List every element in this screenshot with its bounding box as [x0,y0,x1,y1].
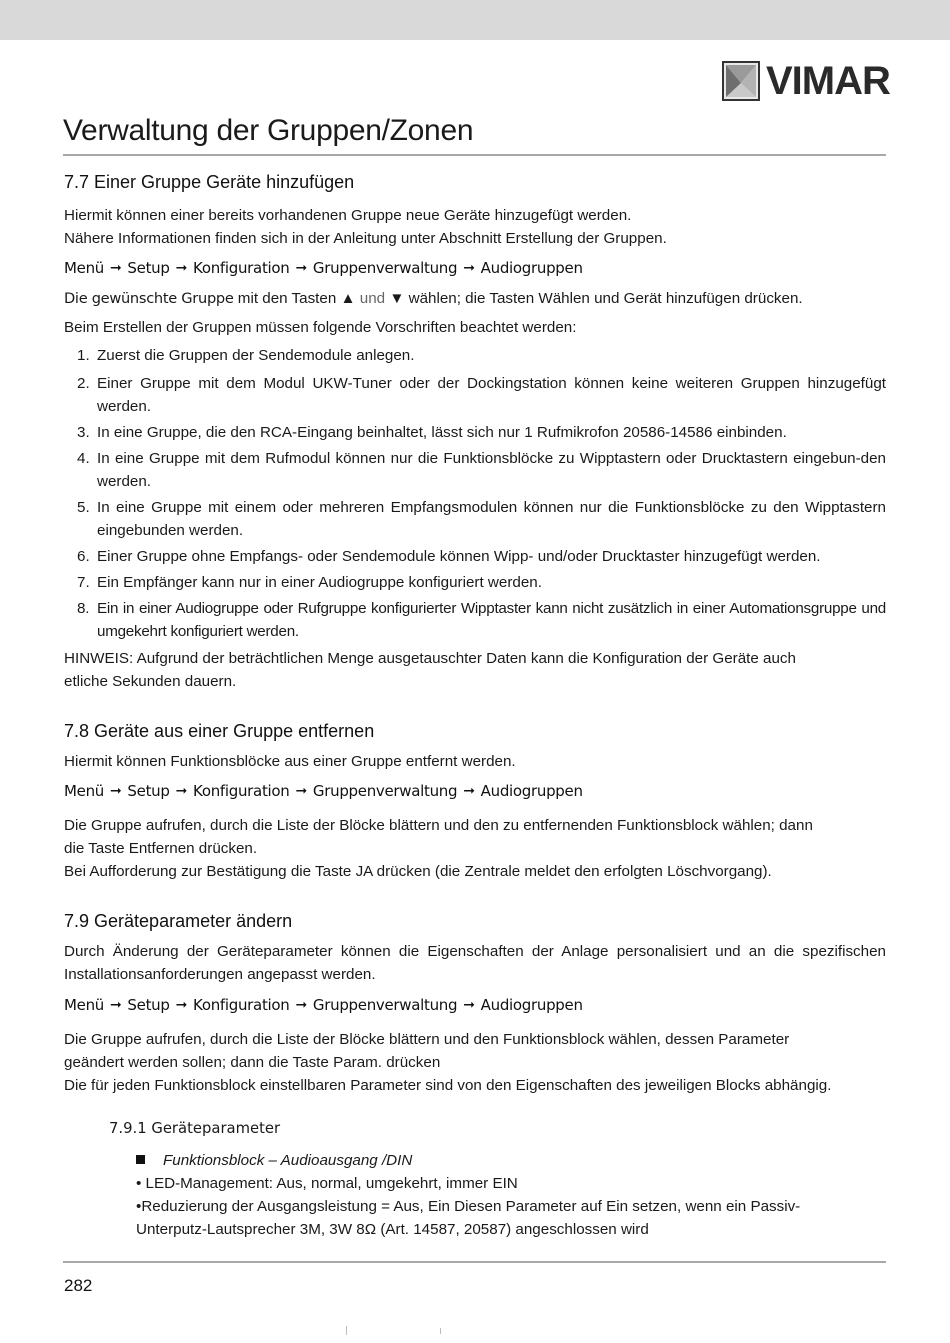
up-arrow-icon: ▲ [340,290,356,307]
select-text-a: mit den Tasten [233,290,341,307]
s77-rules-intro: Beim Erstellen der Gruppen müssen folgende Vorschriften beachtet werden: [64,319,577,336]
arrow-right-icon: ➞ [463,997,475,1013]
nav-path-1 [64,256,886,280]
reduction-line-2: Unterputz-Lautsprecher 3M, 3W 8Ω (Art. 14587, 20587) angeschlossen wird [136,1221,649,1238]
led-management-line: • LED-Management: Aus, normal, umgekehrt, immer EIN [136,1175,518,1192]
page-title: Verwaltung der Gruppen/Zonen [63,114,474,147]
footer-rule [63,1261,886,1263]
list-item: 1. Zuerst die Gruppen der Sendemodule anlegen. [77,347,415,364]
list-item: 3. In eine Gruppe, die den RCA-Eingang beinhaltet, lässt sich nur 1 Rufmikrofon 20586-14586 einbinden. [77,424,787,441]
s77-note-line-2: etliche Sekunden dauern. [64,673,237,690]
s79-line-1: Die Gruppe aufrufen, durch die Liste der Blöcke blättern und den Funktionsblock wählen, dessen Parameter [64,1031,790,1048]
section-7-9-heading: 7.9 Geräteparameter ändern [64,911,293,931]
reduction-line-1: •Reduzierung der Ausgangsleistung = Aus, Ein Diesen Parameter auf Ein setzen, wenn ein Passiv- [136,1198,801,1215]
arrow-right-icon: ➞ [463,783,475,799]
arrow-right-icon: ➞ [175,997,188,1013]
arrow-right-icon: ➞ [175,783,188,799]
brand-name: VIMAR [766,59,890,103]
s77-intro-line-2: Nähere Informationen finden sich in der Anleitung unter Abschnitt Erstellung der Gruppen. [64,230,667,247]
s78-line-1: Die Gruppe aufrufen, durch die Liste der Blöcke blättern und den zu entfernenden Funktionsblock wählen; dann [64,817,813,834]
nav-gruppenverwaltung: Gruppenverwaltung [312,996,458,1014]
nav-setup: Setup [127,259,170,277]
list-item: 8. Ein in einer Audiogruppe oder Rufgruppe konfigurierter Wipptaster kann nicht zusätzlich in einer Automationsgruppe und umgekehrt konfiguriert werden. [77,600,886,640]
list-item: 5. In eine Gruppe mit einem oder mehreren Empfangsmodulen können nur die Funktionsblöcke zu den Wipptastern eingebunden werden. [77,499,886,539]
nav-setup: Setup [127,996,170,1014]
section-7-8-heading: 7.8 Geräte aus einer Gruppe entfernen [64,721,375,741]
square-bullet-icon [136,1155,145,1164]
select-text-b: wählen; die Tasten Wählen und Gerät hinzufügen drücken. [404,290,803,307]
crop-mark [440,1328,441,1334]
rules-list [64,344,886,643]
s79-line-2: geändert werden sollen; dann die Taste Param. drücken [64,1054,441,1071]
s79-line-3: Die für jeden Funktionsblock einstellbaren Parameter sind von den Eigenschaften des jeweiligen Blocks abhängig. [64,1077,832,1094]
arrow-right-icon: ➞ [109,997,122,1013]
vimar-logo-mark-icon [722,61,760,101]
s77-note-line-1: HINWEIS: Aufgrund der beträchtlichen Menge ausgetauschter Daten kann die Konfiguration der Geräte auch [64,650,796,667]
nav-menu: Menü [64,259,104,277]
nav-konfiguration: Konfiguration [193,782,290,800]
nav-konfiguration: Konfiguration [193,259,290,277]
list-item: 7. Ein Empfänger kann nur in einer Audiogruppe konfiguriert werden. [77,574,542,591]
arrow-right-icon: ➞ [109,260,122,276]
s78-line-3: Bei Aufforderung zur Bestätigung die Taste JA drücken (die Zentrale meldet den erfolgten Löschvorgang). [64,863,772,880]
page-content [64,168,886,1241]
title-rule [63,154,886,156]
arrow-right-icon: ➞ [295,783,307,799]
list-item: 4. In eine Gruppe mit dem Rufmodul können nur die Funktionsblöcke zu Wipptastern oder Drucktastern eingebun-den werden. [77,450,886,490]
block-title: Funktionsblock – Audioausgang /DIN [136,1149,886,1172]
nav-setup: Setup [127,782,170,800]
nav-path-3 [64,993,886,1017]
subsection-body [136,1149,886,1241]
arrow-right-icon: ➞ [295,260,307,276]
s77-intro-line-1: Hiermit können einer bereits vorhandenen Gruppe neue Geräte hinzugefügt werden. [64,207,632,224]
select-and: und [355,290,390,307]
s78-line-2: die Taste Entfernen drücken. [64,840,258,857]
nav-audiogruppen: Audiogruppen [480,996,583,1014]
arrow-right-icon: ➞ [463,260,475,276]
nav-menu: Menü [64,782,104,800]
select-lead: Die gewünschte Gruppe [64,290,234,307]
nav-gruppenverwaltung: Gruppenverwaltung [312,259,458,277]
s79-intro: Durch Änderung der Geräteparameter können die Eigenschaften der Anlage personalisiert und an die spezifischen Installationsanforderungen angepasst werden. [64,943,886,983]
nav-menu: Menü [64,996,104,1014]
page-number: 282 [64,1276,93,1295]
arrow-right-icon: ➞ [295,997,307,1013]
section-7-7-heading: 7.7 Einer Gruppe Geräte hinzufügen [64,172,355,192]
arrow-right-icon: ➞ [109,783,122,799]
nav-audiogruppen: Audiogruppen [480,259,583,277]
nav-path-2 [64,779,886,803]
vimar-logo [722,60,890,102]
arrow-right-icon: ➞ [175,260,188,276]
list-item: 6. Einer Gruppe ohne Empfangs- oder Sendemodule können Wipp- und/oder Drucktaster hinzugefügt werden. [77,548,821,565]
crop-mark [346,1326,347,1335]
s77-select-instruction [64,287,886,310]
down-arrow-icon: ▼ [389,290,405,307]
s78-intro: Hiermit können Funktionsblöcke aus einer Gruppe entfernt werden. [64,753,516,770]
nav-gruppenverwaltung: Gruppenverwaltung [312,782,458,800]
list-item: 2. Einer Gruppe mit dem Modul UKW-Tuner oder der Dockingstation können keine weiteren Gruppen hinzugefügt werden. [77,375,886,415]
section-7-9-1-heading: 7.9.1 Geräteparameter [109,1120,281,1137]
nav-konfiguration: Konfiguration [193,996,290,1014]
top-gray-band [0,0,950,40]
nav-audiogruppen: Audiogruppen [480,782,583,800]
